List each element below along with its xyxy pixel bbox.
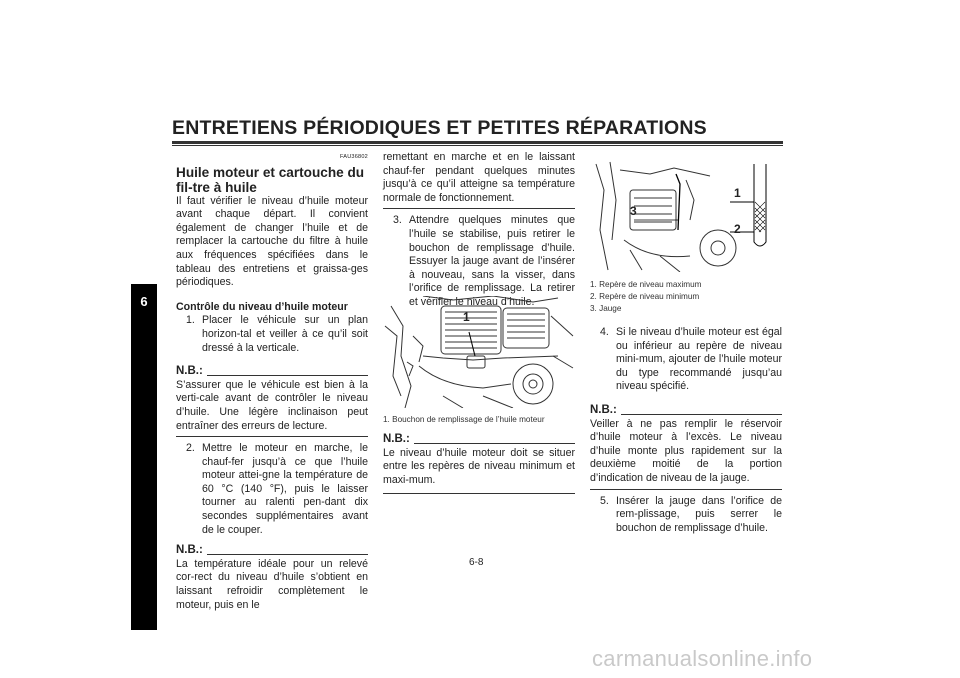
note-text: Le niveau d’huile moteur doit se situer entre les repères de niveau minimum et maxi-mum. — [383, 446, 575, 486]
dipstick-illustration — [590, 160, 782, 272]
engine-figure — [383, 296, 575, 408]
header-rule-thin — [172, 145, 783, 146]
note-label: N.B.: — [176, 365, 203, 378]
step-text: Placer le véhicule sur un plan horizon-tal et veiller à ce qu’il soit dressé à la verticale. — [202, 314, 368, 354]
note-end-rule — [383, 493, 575, 494]
step-number: 3. — [393, 214, 402, 227]
step-number: 5. — [600, 494, 609, 507]
intro-paragraph: Il faut vérifier le niveau d’huile moteur avant chaque départ. Il convient également de changer l’huile et de remplacer la cartouche du filtre à huile aux fréquences spécifiées dans le tableau des entretiens et graissa-ges périodiques. — [176, 194, 368, 289]
figure-callout-3: 3 — [630, 204, 637, 218]
figure-callout-1: 1 — [734, 186, 741, 200]
column-2 — [383, 151, 575, 310]
figure-callout: 1 — [463, 310, 470, 324]
step-4 — [590, 326, 782, 394]
step-number: 2. — [186, 442, 195, 455]
caption-line: 1. Repère de niveau maximum — [590, 280, 702, 289]
chapter-tab — [131, 284, 157, 630]
note-heading — [590, 404, 782, 418]
header-rule — [172, 141, 783, 144]
figure-caption: 1. Bouchon de remplissage de l’huile moteur — [383, 415, 545, 424]
engine-illustration — [383, 296, 575, 408]
step-1 — [176, 314, 368, 355]
note-text: S’assurer que le véhicule est bien à la verti-cale avant de contrôler le niveau d’huile. Une légère inclinaison peut entraîner des erreurs de lecture. — [176, 378, 368, 432]
caption-line: 3. Jauge — [590, 304, 622, 313]
column-1 — [176, 151, 368, 612]
column-2-note — [383, 433, 575, 499]
step-2 — [176, 442, 368, 537]
note-label: N.B.: — [383, 433, 410, 445]
caption-line: 2. Repère de niveau minimum — [590, 292, 700, 301]
note-end-rule — [590, 489, 782, 490]
subheading: Contrôle du niveau d’huile moteur — [176, 300, 348, 313]
step-text: Attendre quelques minutes que l’huile se stabilise, puis retirer le bouchon de remplissage d’huile. Essuyer la jauge avant de l’insérer à nouveau, sans la visser, dans l’orifice de remplissage. La retirer et vérifier le niveau d’huile. — [409, 214, 575, 308]
figure-captions — [590, 279, 782, 315]
note-end-rule — [176, 436, 368, 437]
step-text: Si le niveau d’huile moteur est égal ou inférieur au repère de niveau mini-mum, ajouter de l’huile moteur du type recommandé jusqu’au niveau spécifié. — [616, 326, 782, 393]
note-end-rule — [383, 208, 575, 209]
chapter-number: 6 — [140, 294, 148, 309]
column-3 — [590, 326, 782, 535]
figure-callout-2: 2 — [734, 222, 741, 236]
step-number: 4. — [600, 326, 609, 338]
note-label: N.B.: — [176, 544, 203, 557]
note-label: N.B.: — [590, 403, 617, 416]
step-number: 1. — [186, 314, 195, 327]
page-number: 6-8 — [469, 557, 484, 568]
page-header-title: ENTRETIENS PÉRIODIQUES ET PETITES RÉPARATIONS — [172, 117, 707, 139]
continued-paragraph: remettant en marche et en le laissant chauf-fer pendant quelques minutes jusqu’à ce qu’il atteigne sa température normale de fonctionnement. — [383, 151, 575, 204]
watermark: carmanualsonline.info — [592, 646, 813, 671]
doc-code: FAU36802 — [339, 154, 368, 160]
section-heading: Huile moteur et cartouche du fil-tre à huile — [176, 164, 365, 195]
note-heading — [383, 433, 575, 447]
step-text: Mettre le moteur en marche, le chauf-fer jusqu’à ce que l’huile moteur attei-gne la température de 60 °C (140 °F), puis le laisser tourner au ralenti pen-dant dix secondes supplémentaires avant de le couper. — [202, 442, 368, 536]
note-heading — [176, 365, 368, 379]
step-text: Insérer la jauge dans l’orifice de rem-plissage, puis serrer le bouchon de remplissage d’huile. — [616, 494, 782, 534]
note-text: Veiller à ne pas remplir le réservoir d’huile moteur à l’excès. Le niveau d’huile monte plus rapidement sur la deuxième moitié de la portion d’indication de niveau de la jauge. — [590, 417, 782, 484]
note-text: La température idéale pour un relevé cor-rect du niveau d’huile s’obtient en laissant refroidir complètement le moteur, puis en le — [176, 557, 368, 611]
note-heading — [176, 544, 368, 558]
step-5 — [590, 495, 782, 536]
dipstick-figure — [590, 160, 782, 272]
